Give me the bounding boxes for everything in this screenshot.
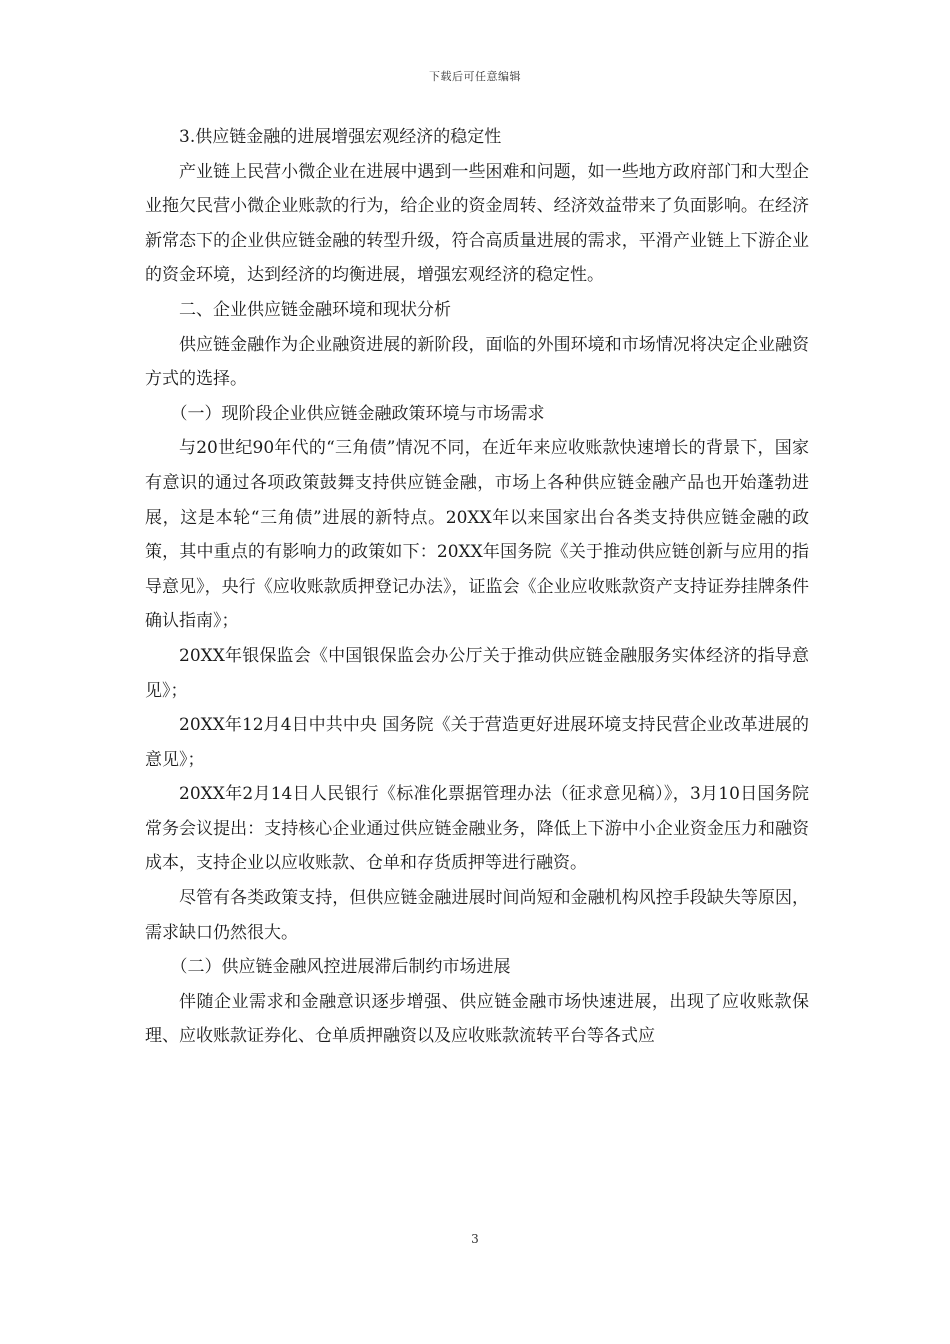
section-heading: 二、企业供应链金融环境和现状分析 (179, 299, 451, 320)
document-body (145, 120, 809, 1054)
body-paragraph: 20XX年银保监会《中国银保监会办公厅关于推动供应链金融服务实体经济的指导意见》； (145, 645, 809, 701)
subsection-heading: （一）现阶段企业供应链金融政策环境与市场需求 (170, 403, 545, 424)
subsection-heading: （二）供应链金融风控进展滞后制约市场进展 (170, 957, 511, 978)
body-paragraph: 供应链金融作为企业融资进展的新阶段，面临的外围环境和市场情况将决定企业融资方式的选择。 (145, 334, 809, 390)
body-paragraph: 20XX年2月14日人民银行《标准化票据管理办法（征求意见稿）》，3月10日国务院常务会议提出：支持核心企业通过供应链金融业务，降低上下游中小企业资金压力和融资成本，支持企业以应收账款、仓单和存货质押等进行融资。 (145, 784, 809, 874)
page-header: 下载后可任意编辑 (429, 70, 521, 83)
body-paragraph: 20XX年12月4日中共中央 国务院《关于营造更好进展环境支持民营企业改革进展的意见》； (145, 715, 809, 770)
body-paragraph: 尽管有各类政策支持，但供应链金融进展时间尚短和金融机构风控手段缺失等原因，需求缺口仍然很大。 (145, 888, 809, 943)
page-number: 3 (471, 1232, 479, 1246)
body-paragraph: 与20世纪90年代的“三角债”情况不同，在近年来应收账款快速增长的背景下，国家有意识的通过各项政策鼓舞支持供应链金融，市场上各种供应链金融产品也开始蓬勃进展，这是本轮“三角债”进展的新特点。20XX年以来国家出台各类支持供应链金融的政策，其中重点的有影响力的政策如下：20XX年国务院《关于推动供应链创新与应用的指导意见》，央行《应收账款质押登记办法》，证监会《企业应收账款资产支持证券挂牌条件确认指南》； (145, 438, 809, 632)
body-paragraph: 伴随企业需求和金融意识逐步增强、供应链金融市场快速进展，出现了应收账款保理、应收账款证券化、仓单质押融资以及应收账款流转平台等各式应 (145, 991, 809, 1047)
body-paragraph: 产业链上民营小微企业在进展中遇到一些困难和问题，如一些地方政府部门和大型企业拖欠民营小微企业账款的行为，给企业的资金周转、经济效益带来了负面影响。在经济新常态下的企业供应链金融的转型升级，符合高质量进展的需求，平滑产业链上下游企业的资金环境，达到经济的均衡进展，增强宏观经济的稳定性。 (145, 161, 809, 286)
section-heading: 3.供应链金融的进展增强宏观经济的稳定性 (179, 127, 502, 147)
